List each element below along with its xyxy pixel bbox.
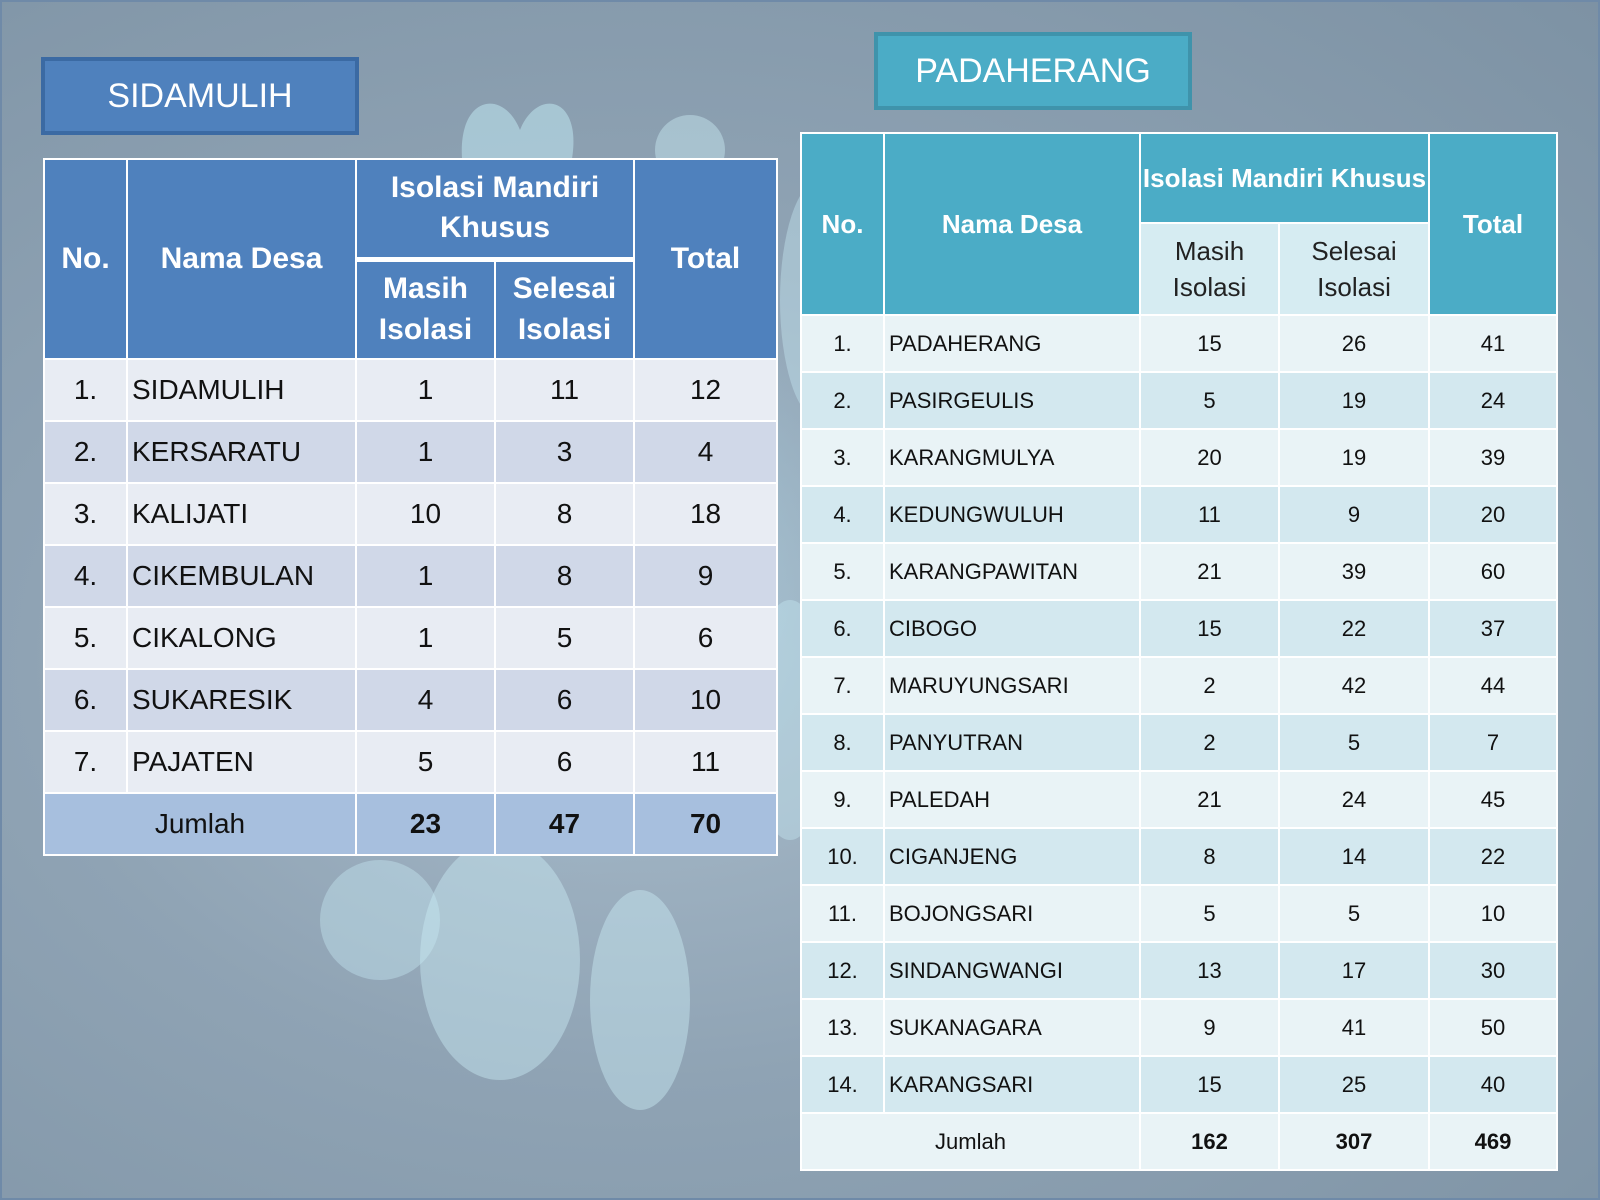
- table-row: [44, 359, 777, 421]
- right-title-box: [874, 32, 1192, 110]
- table-row: [801, 828, 1557, 885]
- row-nama-desa: CIKALONG: [127, 607, 356, 669]
- row-selesai-isolasi: 5: [1279, 714, 1429, 771]
- row-masih-isolasi: 9: [1140, 999, 1279, 1056]
- row-nama-desa: CIKEMBULAN: [127, 545, 356, 607]
- header-total: Total: [1429, 133, 1557, 315]
- row-nama-desa: KERSARATU: [127, 421, 356, 483]
- header-masih-isolasi: Masih Isolasi: [1140, 223, 1279, 315]
- jumlah-total: 469: [1429, 1113, 1557, 1170]
- row-masih-isolasi: 15: [1140, 600, 1279, 657]
- row-nama-desa: KEDUNGWULUH: [884, 486, 1140, 543]
- row-selesai-isolasi: 24: [1279, 771, 1429, 828]
- row-masih-isolasi: 5: [1140, 885, 1279, 942]
- row-masih-isolasi: 1: [356, 545, 495, 607]
- row-total: 6: [634, 607, 777, 669]
- row-nama-desa: SUKANAGARA: [884, 999, 1140, 1056]
- header-isolasi-group: Isolasi Mandiri Khusus: [1140, 133, 1429, 223]
- row-nama-desa: KARANGMULYA: [884, 429, 1140, 486]
- row-selesai-isolasi: 41: [1279, 999, 1429, 1056]
- header-isolasi-group: Isolasi Mandiri Khusus: [356, 159, 634, 259]
- row-no: 6.: [44, 669, 127, 731]
- row-selesai-isolasi: 25: [1279, 1056, 1429, 1113]
- jumlah-selesai: 47: [495, 793, 634, 855]
- table-row: [44, 483, 777, 545]
- table-row: [801, 942, 1557, 999]
- table-row: [801, 486, 1557, 543]
- row-total: 10: [1429, 885, 1557, 942]
- row-no: 14.: [801, 1056, 884, 1113]
- jumlah-label: Jumlah: [44, 793, 356, 855]
- table-row: [44, 421, 777, 483]
- row-total: 11: [634, 731, 777, 793]
- table-row: [801, 771, 1557, 828]
- row-no: 7.: [44, 731, 127, 793]
- row-total: 24: [1429, 372, 1557, 429]
- row-selesai-isolasi: 19: [1279, 429, 1429, 486]
- row-masih-isolasi: 20: [1140, 429, 1279, 486]
- row-selesai-isolasi: 3: [495, 421, 634, 483]
- row-nama-desa: MARUYUNGSARI: [884, 657, 1140, 714]
- row-total: 4: [634, 421, 777, 483]
- row-no: 13.: [801, 999, 884, 1056]
- row-total: 10: [634, 669, 777, 731]
- row-nama-desa: PALEDAH: [884, 771, 1140, 828]
- row-selesai-isolasi: 6: [495, 669, 634, 731]
- row-selesai-isolasi: 26: [1279, 315, 1429, 372]
- sidamulih-table: [43, 158, 778, 856]
- header-selesai-isolasi: Selesai Isolasi: [1279, 223, 1429, 315]
- row-no: 6.: [801, 600, 884, 657]
- row-no: 5.: [801, 543, 884, 600]
- row-nama-desa: SUKARESIK: [127, 669, 356, 731]
- row-masih-isolasi: 1: [356, 607, 495, 669]
- row-masih-isolasi: 1: [356, 421, 495, 483]
- row-selesai-isolasi: 19: [1279, 372, 1429, 429]
- row-nama-desa: PAJATEN: [127, 731, 356, 793]
- row-total: 41: [1429, 315, 1557, 372]
- table-row: [801, 999, 1557, 1056]
- row-nama-desa: KARANGSARI: [884, 1056, 1140, 1113]
- row-masih-isolasi: 2: [1140, 657, 1279, 714]
- row-total: 45: [1429, 771, 1557, 828]
- row-total: 60: [1429, 543, 1557, 600]
- row-selesai-isolasi: 17: [1279, 942, 1429, 999]
- row-nama-desa: KALIJATI: [127, 483, 356, 545]
- row-no: 4.: [801, 486, 884, 543]
- row-total: 7: [1429, 714, 1557, 771]
- row-nama-desa: PASIRGEULIS: [884, 372, 1140, 429]
- row-masih-isolasi: 5: [1140, 372, 1279, 429]
- row-no: 12.: [801, 942, 884, 999]
- row-total: 30: [1429, 942, 1557, 999]
- row-total: 22: [1429, 828, 1557, 885]
- header-masih-isolasi: Masih Isolasi: [356, 259, 495, 359]
- row-no: 8.: [801, 714, 884, 771]
- header-selesai-isolasi: Selesai Isolasi: [495, 259, 634, 359]
- row-selesai-isolasi: 5: [1279, 885, 1429, 942]
- row-nama-desa: CIGANJENG: [884, 828, 1140, 885]
- header-nama-desa: Nama Desa: [127, 159, 356, 359]
- row-nama-desa: PADAHERANG: [884, 315, 1140, 372]
- row-total: 44: [1429, 657, 1557, 714]
- row-total: 18: [634, 483, 777, 545]
- row-masih-isolasi: 15: [1140, 315, 1279, 372]
- header-no: No.: [44, 159, 127, 359]
- table-row: [801, 600, 1557, 657]
- row-nama-desa: CIBOGO: [884, 600, 1140, 657]
- row-total: 50: [1429, 999, 1557, 1056]
- table-row: [801, 714, 1557, 771]
- row-total: 12: [634, 359, 777, 421]
- table-row: [801, 1056, 1557, 1113]
- table-row: [801, 657, 1557, 714]
- row-nama-desa: KARANGPAWITAN: [884, 543, 1140, 600]
- row-total: 40: [1429, 1056, 1557, 1113]
- left-title: SIDAMULIH: [107, 76, 293, 115]
- table-row: [801, 885, 1557, 942]
- table-row: [44, 669, 777, 731]
- row-masih-isolasi: 10: [356, 483, 495, 545]
- row-nama-desa: BOJONGSARI: [884, 885, 1140, 942]
- table-row: [801, 315, 1557, 372]
- table-row: [801, 372, 1557, 429]
- jumlah-label: Jumlah: [801, 1113, 1140, 1170]
- row-masih-isolasi: 4: [356, 669, 495, 731]
- jumlah-row: [44, 793, 777, 855]
- table-row: [44, 545, 777, 607]
- row-masih-isolasi: 21: [1140, 543, 1279, 600]
- row-no: 3.: [44, 483, 127, 545]
- padaherang-table: [800, 132, 1558, 1171]
- row-selesai-isolasi: 11: [495, 359, 634, 421]
- row-masih-isolasi: 15: [1140, 1056, 1279, 1113]
- jumlah-masih: 162: [1140, 1113, 1279, 1170]
- row-no: 1.: [44, 359, 127, 421]
- left-title-box: [41, 57, 359, 135]
- row-selesai-isolasi: 9: [1279, 486, 1429, 543]
- row-masih-isolasi: 2: [1140, 714, 1279, 771]
- row-selesai-isolasi: 39: [1279, 543, 1429, 600]
- right-title: PADAHERANG: [915, 51, 1151, 90]
- row-selesai-isolasi: 8: [495, 545, 634, 607]
- row-no: 5.: [44, 607, 127, 669]
- jumlah-total: 70: [634, 793, 777, 855]
- jumlah-selesai: 307: [1279, 1113, 1429, 1170]
- row-nama-desa: PANYUTRAN: [884, 714, 1140, 771]
- row-selesai-isolasi: 8: [495, 483, 634, 545]
- header-no: No.: [801, 133, 884, 315]
- row-masih-isolasi: 8: [1140, 828, 1279, 885]
- row-no: 2.: [801, 372, 884, 429]
- row-no: 2.: [44, 421, 127, 483]
- table-row: [801, 543, 1557, 600]
- header-nama-desa: Nama Desa: [884, 133, 1140, 315]
- jumlah-masih: 23: [356, 793, 495, 855]
- row-masih-isolasi: 11: [1140, 486, 1279, 543]
- row-no: 7.: [801, 657, 884, 714]
- sidamulih-table-body: [44, 359, 777, 855]
- row-selesai-isolasi: 14: [1279, 828, 1429, 885]
- row-total: 20: [1429, 486, 1557, 543]
- table-row: [44, 731, 777, 793]
- row-no: 9.: [801, 771, 884, 828]
- row-no: 3.: [801, 429, 884, 486]
- row-selesai-isolasi: 5: [495, 607, 634, 669]
- row-nama-desa: SIDAMULIH: [127, 359, 356, 421]
- row-selesai-isolasi: 6: [495, 731, 634, 793]
- table-row: [801, 429, 1557, 486]
- row-total: 9: [634, 545, 777, 607]
- table-row: [44, 607, 777, 669]
- row-selesai-isolasi: 42: [1279, 657, 1429, 714]
- row-total: 39: [1429, 429, 1557, 486]
- header-total: Total: [634, 159, 777, 359]
- row-masih-isolasi: 13: [1140, 942, 1279, 999]
- row-masih-isolasi: 5: [356, 731, 495, 793]
- row-nama-desa: SINDANGWANGI: [884, 942, 1140, 999]
- row-total: 37: [1429, 600, 1557, 657]
- row-no: 4.: [44, 545, 127, 607]
- row-masih-isolasi: 21: [1140, 771, 1279, 828]
- row-no: 11.: [801, 885, 884, 942]
- row-no: 10.: [801, 828, 884, 885]
- row-no: 1.: [801, 315, 884, 372]
- padaherang-table-body: [801, 315, 1557, 1170]
- jumlah-row: [801, 1113, 1557, 1170]
- row-selesai-isolasi: 22: [1279, 600, 1429, 657]
- row-masih-isolasi: 1: [356, 359, 495, 421]
